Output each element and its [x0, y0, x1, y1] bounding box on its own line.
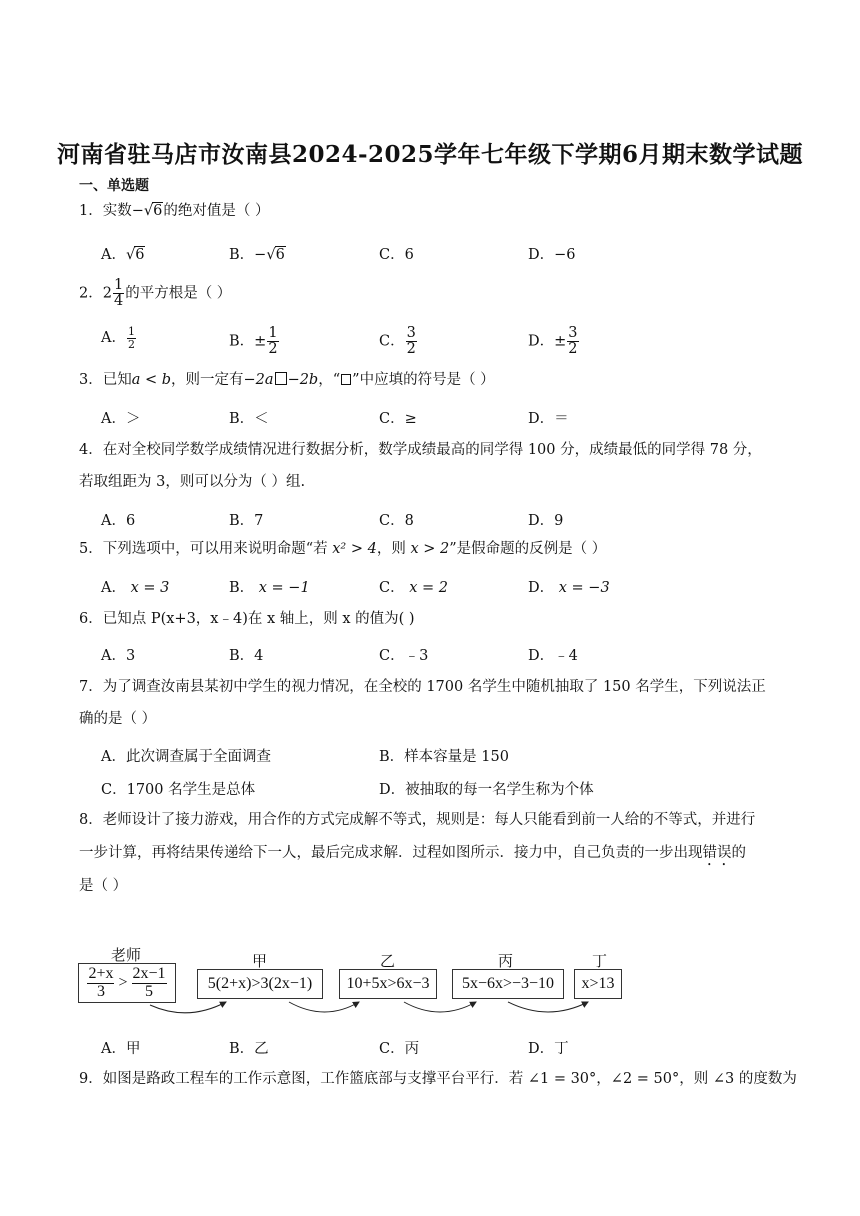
- q2-option-c[interactable]: C． $\frac{3}{2}$: [379, 325, 416, 358]
- question-8-line-2: 一步计算，再将结果传递给下一人，最后完成求解．过程如图所示．接力中，自己负责的一步出现错误的: [79, 845, 746, 861]
- q6-option-d[interactable]: D．﹣4: [528, 648, 578, 664]
- q7-option-b[interactable]: B．样本容量是 150: [379, 749, 509, 765]
- teacher-inequality-box: $\frac{2+x}{3}$ > $\frac{2x-1}{5}$: [78, 963, 176, 1003]
- q4-option-c[interactable]: C．8: [379, 513, 414, 529]
- blank-box-icon: [341, 374, 351, 385]
- q5-option-d[interactable]: D． x = −3: [528, 580, 610, 596]
- q2-mixed-fraction: $\frac{1}{4}$: [113, 277, 124, 310]
- q1-option-a[interactable]: A．√6: [101, 247, 145, 263]
- diagram-label-ding: 丁: [592, 952, 608, 970]
- q4-option-a[interactable]: A．6: [101, 513, 136, 529]
- q6-option-b[interactable]: B．4: [229, 648, 264, 664]
- arrow-icon: [289, 1002, 359, 1012]
- q1-prefix: 1．实数: [79, 203, 132, 219]
- question-9-stem: 9．如图是路政工程车的工作示意图，工作篮底部与支撑平台平行．若 ∠1 = 30°，∠2 = 50°，则 ∠3 的度数为: [79, 1071, 797, 1087]
- question-8-line-1: 8．老师设计了接力游戏，用合作的方式完成解不等式，规则是：每人只能看到前一人给的不等式，并进行: [79, 812, 756, 828]
- q3-option-c[interactable]: C．≥: [379, 411, 417, 427]
- q8-option-b[interactable]: B．乙: [229, 1041, 269, 1057]
- diagram-label-yi: 乙: [380, 952, 396, 970]
- question-8-line-3: 是（ ）: [79, 878, 128, 894]
- question-7-line-1: 7．为了调查汝南县某初中学生的视力情况，在全校的 1700 名学生中随机抽取了 150 名学生，下列说法正: [79, 679, 766, 695]
- q8-option-c[interactable]: C．丙: [379, 1041, 420, 1057]
- q5-option-c[interactable]: C． x = 2: [379, 580, 448, 596]
- q7-option-a[interactable]: A．此次调查属于全面调查: [101, 749, 271, 765]
- question-3-stem: 3．已知a < b，则一定有−2a −2b，“ ”中应填的符号是（ ）: [79, 372, 495, 388]
- step-box-jia: 5(2+x)>3(2x−1): [197, 969, 323, 999]
- section-heading: 一、单选题: [79, 178, 149, 194]
- question-4-line-2: 若取组距为 3，则可以分为（ ）组.: [79, 474, 306, 490]
- q1-option-d[interactable]: D．−6: [528, 247, 576, 263]
- step-box-bing: 5x−6x>−3−10: [452, 969, 564, 999]
- q8-option-d[interactable]: D．丁: [528, 1041, 569, 1057]
- q1-expr: −√6: [131, 203, 163, 219]
- question-6-stem: 6．已知点 P(x+3，x﹣4)在 x 轴上，则 x 的值为( ): [79, 611, 415, 627]
- q3-option-d[interactable]: D．＝: [528, 411, 569, 427]
- relay-arrows: [78, 950, 638, 1025]
- q7-option-c[interactable]: C．1700 名学生是总体: [101, 782, 256, 798]
- question-5-stem: 5．下列选项中，可以用来说明命题“若 x² > 4，则 x > 2”是假命题的反例是（ ）: [79, 541, 607, 557]
- q2-option-b[interactable]: B．± $\frac{1}{2}$: [229, 325, 278, 358]
- step-box-yi: 10+5x>6x−3: [339, 969, 437, 999]
- q7-option-d[interactable]: D．被抽取的每一名学生称为个体: [379, 782, 594, 798]
- q5-option-b[interactable]: B． x = −1: [229, 580, 310, 596]
- blank-box-icon: [275, 372, 287, 385]
- question-7-line-2: 确的是（ ）: [79, 711, 157, 727]
- page-title: 河南省驻马店市汝南县2024-2025学年七年级下学期6月期末数学试题: [56, 141, 804, 168]
- question-1-stem: [79, 203, 269, 220]
- q2-option-a[interactable]: A． $\frac{1}{2}$: [101, 325, 135, 351]
- relay-diagram: [78, 946, 638, 1020]
- q1-option-c[interactable]: C．6: [379, 247, 414, 263]
- q3-option-a[interactable]: A．＞: [101, 411, 141, 427]
- q8-option-a[interactable]: A．甲: [101, 1041, 141, 1057]
- q6-option-a[interactable]: A．3: [101, 648, 136, 664]
- q1-suffix: 的绝对值是（ ）: [163, 203, 270, 219]
- emphasis-text: 错误: [702, 845, 732, 861]
- arrow-icon: [150, 1002, 226, 1013]
- diagram-label-bing: 丙: [498, 952, 514, 970]
- q1-option-b[interactable]: B．−√6: [229, 247, 285, 263]
- q6-option-c[interactable]: C．﹣3: [379, 648, 429, 664]
- diagram-label-teacher: 老师: [111, 946, 142, 964]
- q5-option-a[interactable]: A． x = 3: [101, 580, 170, 596]
- question-2-stem: 2．2 $\frac{1}{4}$ 的平方根是（ ）: [79, 277, 232, 310]
- step-box-ding: x>13: [574, 969, 622, 999]
- question-4-line-1: 4．在对全校同学数学成绩情况进行数据分析，数学成绩最高的同学得 100 分，成绩最低的同学得 78 分，: [79, 442, 762, 458]
- arrow-icon: [404, 1002, 476, 1012]
- q4-option-d[interactable]: D．9: [528, 513, 564, 529]
- arrow-icon: [508, 1002, 588, 1012]
- q4-option-b[interactable]: B．7: [229, 513, 264, 529]
- q2-option-d[interactable]: D．± $\frac{3}{2}$: [528, 325, 578, 358]
- diagram-label-jia: 甲: [252, 952, 268, 970]
- q3-option-b[interactable]: B．＜: [229, 411, 269, 427]
